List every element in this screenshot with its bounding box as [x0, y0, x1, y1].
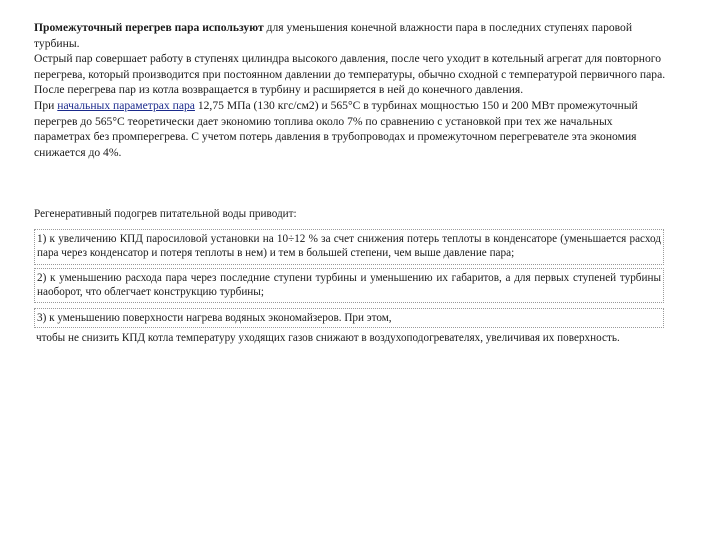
regeneration-heading: Регенеративный подогрев питательной воды приводит:	[34, 208, 297, 220]
list-item	[34, 306, 664, 345]
paragraph-reheat-economy	[34, 98, 666, 160]
reheat-section	[34, 20, 666, 160]
paragraph-reheat-process: Острый пар совершает работу в ступенях цилиндра высокого давления, после чего уходит в котельный агрегат для повторного перегрева, который производится при постоянном давлении до температуры, обычно сходной с температурой первичного пара. После перегрева пар из котла возвращается в турбину и расширяется в ней до конечного давления.	[34, 52, 666, 97]
list-item-text: 1) к увеличению КПД паросиловой установки на 10÷12 % за счет снижения потерь теплоты в конденсаторе (уменьшается расход пара через конденсатор и потеря теплоты в нем) и тем в большей степени, чем выше давление пара;	[37, 233, 661, 260]
bold-term: Промежуточный перегрев пара используют	[34, 21, 264, 34]
paragraph-text: 12,75 МПа (130 кгс/см2) и 565°С в турбинах мощностью 150 и 200 МВт промежуточный перегрев до 565°С теоретически дает экономию топлива около 7% по сравнению с установкой при тех же начальных параметрах без промперегрева. С учетом потерь давления в трубопроводах и промежуточном перегревателе эта экономия снижается до 4%.	[34, 98, 638, 159]
list-item-continuation: чтобы не снизить КПД котла температуру уходящих газов снижают в воздухоподогревателях, увеличивая их поверхность.	[36, 332, 620, 345]
list-item	[34, 268, 664, 303]
paragraph-text: для уменьшения конечной влажности пара в последних ступенях паровой турбины.	[34, 21, 633, 50]
regeneration-section	[34, 207, 664, 345]
initial-steam-parameters-link[interactable]: начальных параметрах пара	[57, 98, 195, 112]
list-item-text: 3) к уменьшению поверхности нагрева водяных экономайзеров. При этом,	[34, 308, 664, 328]
list-item-text: 2) к уменьшению расхода пара через последние ступени турбины и уменьшению их габаритов, а для первых ступеней турбины наоборот, что облегчает конструкцию турбины;	[37, 271, 661, 298]
paragraph-text: При	[34, 98, 58, 112]
list-item	[34, 229, 664, 264]
paragraph-reheat-purpose	[34, 20, 666, 51]
